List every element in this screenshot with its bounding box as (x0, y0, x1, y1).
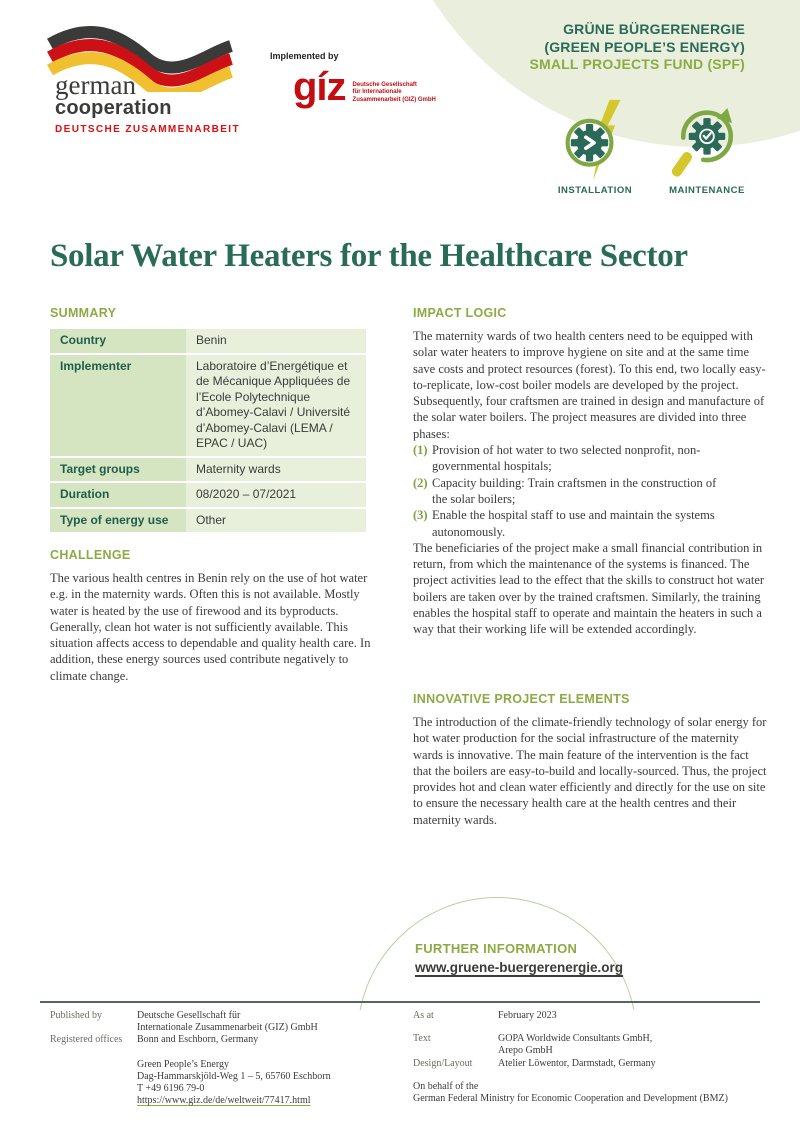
row-label: Duration (50, 483, 186, 507)
address-line2: Dag-Hammarskjöld-Weg 1 – 5, 65760 Eschborn (137, 1070, 331, 1082)
table-row (50, 483, 366, 507)
footer-left (50, 1010, 390, 1107)
table-row (50, 458, 366, 482)
published-by-line2: Internationale Zusammenarbeit (GIZ) GmbH (137, 1022, 318, 1034)
impact-intro: The maternity wards of two health centers need to be equipped with solar water heaters to improve hygiene on site and at the same time save costs and protect resources (forest). To this end, two locally easy-to-replicate, low-cost boiler models are developed by the project. Subsequently, four craftsmen are trained in design and manufacture of the solar water boilers. The project measures are divided into three phases: (413, 329, 766, 441)
footer-right (413, 1010, 773, 1105)
address-line3: T +49 6196 79-0 (137, 1083, 205, 1095)
as-at-label: As at (413, 1010, 434, 1021)
installation-icon (549, 98, 641, 182)
on-behalf-block (413, 1081, 773, 1105)
giz-sub-line1: Deutsche Gesellschaft (352, 82, 417, 88)
challenge-heading: CHALLENGE (50, 548, 131, 562)
cooperation-logo-word2: cooperation (55, 97, 172, 119)
row-value: Other (186, 509, 366, 533)
table-row (50, 329, 366, 353)
row-label: Type of energy use (50, 509, 186, 533)
cooperation-logo-word1: german (55, 70, 136, 100)
giz-project-link[interactable]: https://www.giz.de/de/weltweit/77417.html (137, 1095, 311, 1107)
challenge-section (50, 548, 384, 684)
row-value: Laboratoire d’Energétique et de Mécanique Appliquées de l’Ecole Polytechnique d’Abomey-Calavi / Université d’Abomey-Calavi (LEMA / EPAC / UAC) (186, 355, 366, 456)
installation-badge (549, 98, 641, 196)
item-text: Capacity building: Train craftsmen in the construction of the solar boilers; (432, 475, 717, 506)
program-line1: GRÜNE BÜRGERENERGIE (563, 21, 745, 37)
row-value: Benin (186, 329, 366, 353)
maintenance-icon (661, 98, 753, 182)
table-row (50, 355, 366, 456)
item-number: (1) (413, 443, 428, 458)
table-row (50, 509, 366, 533)
innovative-section (413, 692, 770, 828)
maintenance-badge-label: MAINTENANCE (669, 185, 745, 196)
design-layout-value: Atelier Löwentor, Darmstadt, Germany (498, 1057, 656, 1069)
summary-table (50, 329, 366, 532)
implemented-by-label: Implemented by (270, 51, 339, 61)
further-information-heading: FURTHER INFORMATION (415, 941, 578, 956)
text-credit-label: Text (413, 1033, 431, 1045)
text-credit-row (413, 1033, 773, 1057)
giz-logo (293, 65, 436, 109)
footer-divider (40, 1001, 760, 1003)
giz-sub-line2: für Internationale (352, 89, 402, 96)
summary-heading: SUMMARY (50, 306, 117, 320)
published-by-row (50, 1010, 390, 1034)
impact-outro: The beneficiaries of the project make a small financial contribution in return, from which the maintenance of the systems is financed. The project activities lead to the effect that the skills to construct hot water boilers are taken over by the trained craftsmen. Similarly, the training enables the hospital staff to operate and maintain the heaters in such a way that their working life will be extended accordingly. (413, 540, 765, 637)
registered-offices-value: Bonn and Eschborn, Germany (137, 1034, 259, 1046)
publisher-address (137, 1059, 390, 1108)
row-label: Target groups (50, 458, 186, 482)
program-line3: SMALL PROJECTS FUND (SPF) (529, 56, 745, 72)
further-information-link[interactable]: www.gruene-buergerenergie.org (415, 960, 624, 975)
impact-list-item (413, 507, 770, 540)
item-number: (3) (413, 508, 428, 523)
row-label: Country (50, 329, 186, 353)
innovative-body: The introduction of the climate-friendly technology of solar energy for hot water production for the social infrastructure of the maternity wards is innovative. The main feature of the intervention is the fact that the boilers are easy-to-build and locally-sourced. Thus, the project provides hot and clean water efficiently and directly for the use on site to ensure the necessary health care at the health centres and their maternity wards. (413, 715, 767, 827)
giz-wordmark: gíz (293, 65, 346, 109)
giz-logo-subtext (353, 82, 436, 104)
installation-badge-label: INSTALLATION (557, 185, 633, 196)
giz-sub-line3: Zusammenarbeit (GIZ) GmbH (352, 96, 436, 103)
impact-list-item (413, 475, 770, 508)
text-credit-value (498, 1033, 652, 1057)
impact-phase-list (413, 442, 770, 540)
row-label: Implementer (50, 355, 186, 456)
registered-offices-label: Registered offices (50, 1034, 123, 1046)
cooperation-logo-subline: DEUTSCHE ZUSAMMENARBEIT (55, 124, 240, 135)
on-behalf-line1: On behalf of the (413, 1080, 479, 1092)
as-at-value: February 2023 (498, 1010, 557, 1021)
on-behalf-line2: German Federal Ministry for Economic Cooperation and Development (BMZ) (413, 1093, 728, 1105)
summary-section (50, 306, 366, 534)
cooperation-logo (55, 72, 240, 135)
challenge-body: The various health centres in Benin rely on the use of hot water e.g. in the maternity wards. Often this is not available. Mostly water is heated by the use of firewood and its byproducts. Generally, clean hot water is not sufficiently available. This situation affects access to dependable and quality health care. In addition, these energy sources used contribute negatively to climate change. (50, 571, 371, 683)
address-line1: Green People’s Energy (137, 1058, 230, 1070)
impact-logic-heading: IMPACT LOGIC (413, 306, 507, 320)
page-title: Solar Water Heaters for the Healthcare Sector (50, 238, 688, 274)
design-layout-label: Design/Layout (413, 1057, 473, 1069)
text-credit-line2: Arepo GmbH (498, 1045, 553, 1057)
design-layout-row (413, 1058, 773, 1070)
further-information-section (415, 941, 623, 977)
impact-list-item (413, 442, 770, 475)
row-value: 08/2020 – 07/2021 (186, 483, 366, 507)
row-value: Maternity wards (186, 458, 366, 482)
item-number: (2) (413, 475, 428, 490)
published-by-value (137, 1010, 318, 1034)
program-line2: (GREEN PEOPLE’S ENERGY) (544, 38, 745, 55)
innovative-heading: INNOVATIVE PROJECT ELEMENTS (413, 692, 630, 706)
published-by-line1: Deutsche Gesellschaft für (137, 1010, 241, 1021)
item-text: Enable the hospital staff to use and maintain the systems autonomously. (432, 508, 715, 539)
published-by-label: Published by (50, 1010, 102, 1021)
registered-offices-row (50, 1034, 390, 1046)
item-text: Provision of hot water to two selected nonprofit, non-governmental hospitals; (432, 443, 701, 474)
program-title (529, 21, 745, 74)
impact-logic-section (413, 306, 770, 638)
maintenance-badge (661, 98, 753, 196)
as-at-row (413, 1010, 773, 1022)
text-credit-line1: GOPA Worldwide Consultants GmbH, (498, 1033, 653, 1045)
